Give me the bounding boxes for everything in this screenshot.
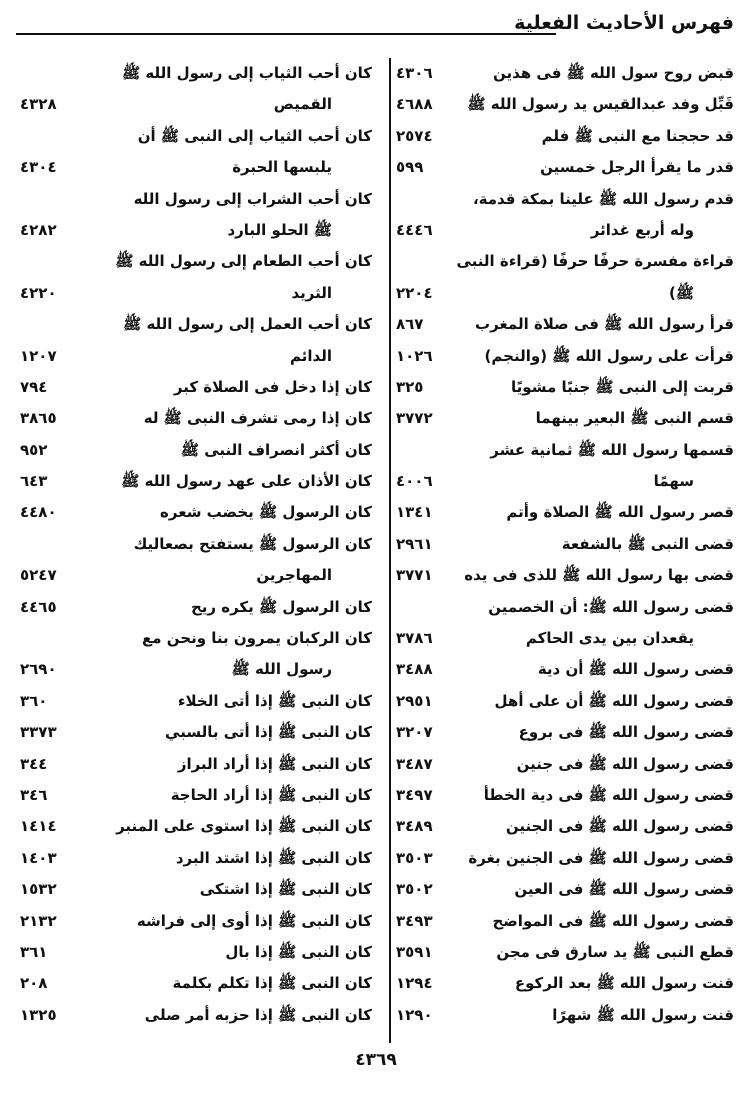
index-entry — [16, 246, 372, 277]
hadith-number: ٤٠٠٦ — [396, 472, 433, 491]
hadith-number: ٤٦٨٨ — [396, 95, 433, 114]
index-entry — [16, 717, 372, 748]
index-entry — [16, 403, 372, 434]
index-entry — [392, 749, 734, 780]
entry-text: قضى رسول الله ﷺ فى المواضح — [492, 911, 734, 930]
hadith-number: ٥٢٤٧ — [20, 566, 57, 585]
index-entry — [16, 435, 372, 466]
index-entry — [392, 341, 734, 372]
index-entry — [392, 811, 734, 842]
entry-text: كان الرسول ﷺ يستفتح بصعاليك — [133, 534, 372, 553]
hadith-number: ١٣٤١ — [396, 503, 433, 522]
index-entry — [16, 1000, 372, 1031]
entry-text: كان النبى ﷺ إذا أراد البراز — [177, 754, 372, 773]
entry-text: قدم رسول الله ﷺ علينا بمكة قدمة، — [472, 189, 734, 208]
hadith-number: ٤٣٠٦ — [396, 64, 433, 82]
hadith-number: ٣٦١ — [20, 942, 48, 961]
entry-text: كان أحب الثياب إلى النبى ﷺ أن — [137, 126, 372, 145]
hadith-number: ٣٢٥ — [396, 377, 424, 396]
hadith-number: ٥٩٩ — [396, 158, 424, 177]
hadith-number: ٢١٣٢ — [20, 911, 57, 930]
hadith-number: ٣٤٤ — [20, 754, 48, 773]
entry-text: قرأ رسول الله ﷺ فى صلاة المغرب — [475, 315, 734, 334]
entry-text: كان أحب الثياب إلى رسول الله ﷺ — [122, 64, 372, 82]
index-entry — [392, 968, 734, 999]
hadith-number: ٣٧٧٢ — [396, 409, 433, 428]
index-entry — [16, 686, 372, 717]
entry-text: قَبِّل وفد عبدالقيس يد رسول الله ﷺ — [467, 95, 734, 114]
index-entry — [392, 874, 734, 905]
entry-text: قضى رسول الله ﷺ فى جنين — [516, 754, 734, 773]
index-entry — [16, 341, 372, 372]
entry-text: كان أكثر انصراف النبى ﷺ — [180, 440, 372, 459]
entry-text: القميص — [273, 95, 332, 114]
hadith-number: ١٤١٤ — [20, 817, 57, 836]
index-entry — [392, 623, 734, 654]
hadith-number: ٢٥٧٤ — [396, 126, 433, 145]
hadith-number: ٣٦٠ — [20, 691, 48, 710]
hadith-number: ٤٤٨٠ — [20, 503, 57, 522]
index-entry — [392, 686, 734, 717]
hadith-number: ٧٩٤ — [20, 377, 48, 396]
index-entry — [16, 623, 372, 654]
entry-text: ﷺ) — [669, 283, 694, 302]
right-column — [392, 58, 734, 1024]
header-title: فهرس الأحاديث الفعلية — [514, 12, 734, 34]
index-entry — [16, 874, 372, 905]
hadith-number: ٣٤٨٧ — [396, 754, 433, 773]
entry-text: قطع النبى ﷺ يد سارق فى مجن — [496, 942, 734, 961]
entry-text: قضى رسول الله ﷺ فى دية الخطأ — [483, 785, 734, 804]
index-entry — [16, 560, 372, 591]
index-entry — [392, 717, 734, 748]
hadith-number: ١٤٠٣ — [20, 848, 57, 867]
index-entry — [392, 152, 734, 183]
hadith-number: ٣٧٧١ — [396, 566, 433, 585]
index-entry — [16, 529, 372, 560]
entry-text: قسم النبى ﷺ البعير بينهما — [535, 409, 734, 428]
entry-text: قد حججنا مع النبى ﷺ فلم — [541, 126, 734, 145]
index-entry — [392, 121, 734, 152]
entry-text: يقعدان بين يدى الحاكم — [525, 629, 694, 648]
hadith-number: ٤٤٤٦ — [396, 220, 433, 239]
index-entry — [16, 906, 372, 937]
entry-text: قضى رسول الله ﷺ: أن الخصمين — [488, 597, 734, 616]
hadith-number: ٢٩٥١ — [396, 691, 433, 710]
entry-text: كان النبى ﷺ إذا تكلم بكلمة — [172, 974, 372, 993]
entry-text: كان النبى ﷺ إذا أتى الخلاء — [177, 691, 372, 710]
entry-text: قربت إلى النبى ﷺ جنبًا مشويًا — [511, 377, 734, 396]
index-entry — [16, 592, 372, 623]
page-number: ٤٣٦٩ — [355, 1050, 397, 1070]
index-entry — [16, 968, 372, 999]
index-entry — [392, 780, 734, 811]
index-entry — [392, 654, 734, 685]
running-header — [16, 10, 734, 46]
entry-text: قنت رسول الله ﷺ شهرًا — [552, 1005, 734, 1024]
entry-text: المهاجرين — [256, 566, 332, 585]
entry-text: يلبسها الحبرة — [232, 158, 332, 177]
left-column — [16, 58, 372, 1024]
entry-text: قنت رسول الله ﷺ بعد الركوع — [514, 974, 734, 993]
index-entry — [392, 529, 734, 560]
index-entry — [392, 403, 734, 434]
hadith-number: ١٢٠٧ — [20, 346, 57, 365]
entry-text: كان إذا دخل فى الصلاة كبر — [173, 377, 372, 396]
entry-text: كان النبى ﷺ إذا اشتكى — [199, 880, 372, 899]
index-entry — [392, 309, 734, 340]
index-entry — [392, 497, 734, 528]
entry-text: كان الركبان يمرون بنا ونحن مع — [142, 629, 372, 648]
index-entry — [392, 592, 734, 623]
entry-text: قراءة مفسرة حرفًا حرفًا (قراءة النبى — [456, 252, 734, 271]
hadith-number: ٣٣٧٣ — [20, 723, 57, 742]
hadith-number: ٤٢٢٠ — [20, 283, 57, 302]
index-entry — [392, 466, 734, 497]
entry-text: قسمها رسول الله ﷺ ثمانية عشر — [490, 440, 734, 459]
hadith-number: ٢٩٦١ — [396, 534, 433, 553]
index-entry — [392, 184, 734, 215]
index-entry — [16, 937, 372, 968]
index-entry — [16, 215, 372, 246]
hadith-number: ٦٤٣ — [20, 472, 48, 491]
hadith-number: ٢٦٩٠ — [20, 660, 57, 679]
index-entry — [392, 89, 734, 120]
entry-text: سهمًا — [653, 472, 694, 491]
hadith-number: ٣٥٩١ — [396, 942, 433, 961]
entry-text: كان الأذان على عهد رسول الله ﷺ — [121, 472, 372, 491]
index-entry — [392, 843, 734, 874]
index-entry — [16, 466, 372, 497]
index-entry — [392, 435, 734, 466]
index-entry — [16, 843, 372, 874]
hadith-number: ٣٤٨٨ — [396, 660, 433, 679]
index-entry — [16, 780, 372, 811]
entry-text: وله أربع غدائر — [590, 220, 694, 239]
entry-text: كان النبى ﷺ إذا حزبه أمر صلى — [144, 1005, 372, 1024]
index-entry — [16, 497, 372, 528]
entry-text: كان النبى ﷺ إذا استوى على المنبر — [116, 817, 372, 836]
hadith-number: ٢٠٨ — [20, 974, 48, 993]
entry-text: كان أحب الطعام إلى رسول الله ﷺ — [115, 252, 372, 271]
index-entry — [16, 121, 372, 152]
entry-text: كان أحب العمل إلى رسول الله ﷺ — [123, 315, 372, 334]
hadith-number: ٣٤٦ — [20, 785, 48, 804]
index-entry — [392, 58, 734, 89]
entry-text: قضى رسول الله ﷺ فى العين — [514, 880, 734, 899]
entry-text: كان النبى ﷺ إذا أوى إلى فراشه — [136, 911, 372, 930]
index-entry — [16, 184, 372, 215]
index-entry — [392, 906, 734, 937]
entry-text: قرأت على رسول الله ﷺ (والنجم) — [484, 346, 734, 365]
hadith-number: ١٢٩٤ — [396, 974, 433, 993]
index-entry — [16, 58, 372, 89]
entry-text: قبض روح سول الله ﷺ فى هذين — [493, 64, 734, 82]
column-divider — [389, 58, 391, 1043]
hadith-number: ٣٤٨٩ — [396, 817, 433, 836]
index-entry — [392, 560, 734, 591]
index-entry — [16, 89, 372, 120]
entry-text: الثريد — [291, 283, 332, 302]
index-entry — [16, 749, 372, 780]
hadith-number: ٣٤٩٣ — [396, 911, 433, 930]
hadith-number: ٣٢٠٧ — [396, 723, 433, 742]
hadith-number: ٤٣٢٨ — [20, 95, 57, 114]
index-entry — [392, 215, 734, 246]
entry-text: قصر رسول الله ﷺ الصلاة وأتم — [506, 503, 734, 522]
entry-text: قضى بها رسول الله ﷺ للذى فى يده — [464, 566, 734, 585]
hadith-number: ٢٢٠٤ — [396, 283, 433, 302]
entry-text: قضى النبى ﷺ بالشفعة — [561, 534, 734, 553]
hadith-number: ٣٥٠٢ — [396, 880, 433, 899]
entry-text: قدر ما يقرأ الرجل خمسين — [540, 158, 734, 177]
hadith-number: ١٥٣٢ — [20, 880, 57, 899]
hadith-number: ٣٥٠٣ — [396, 848, 433, 867]
entry-text: كان الرسول ﷺ يكره ريح — [190, 597, 372, 616]
hadith-number: ١٢٩٠ — [396, 1005, 433, 1024]
entry-text: كان إذا رمى تشرف النبى ﷺ له — [143, 409, 372, 428]
hadith-number: ١٠٢٦ — [396, 346, 433, 365]
hadith-number: ٣٧٨٦ — [396, 629, 433, 648]
header-rule — [16, 33, 556, 35]
entry-text: قضى رسول الله ﷺ فى بروع — [518, 723, 734, 742]
hadith-number: ٨٦٧ — [396, 315, 424, 334]
index-entry — [392, 372, 734, 403]
entry-text: كان الرسول ﷺ يخضب شعره — [160, 503, 372, 522]
entry-text: كان النبى ﷺ إذا بال — [225, 942, 372, 961]
entry-text: كان أحب الشراب إلى رسول الله — [133, 189, 372, 208]
index-entry — [16, 811, 372, 842]
hadith-number: ٩٥٢ — [20, 440, 48, 459]
index-entry — [392, 278, 734, 309]
hadith-number: ٤٣٠٤ — [20, 158, 57, 177]
hadith-number: ٤٤٦٥ — [20, 597, 57, 616]
hadith-number: ٣٨٦٥ — [20, 409, 57, 428]
entry-text: قضى رسول الله ﷺ أن على أهل — [494, 691, 734, 710]
index-entry — [16, 278, 372, 309]
entry-text: كان النبى ﷺ إذا اشتد البرد — [175, 848, 372, 867]
hadith-number: ٣٤٩٧ — [396, 785, 433, 804]
entry-text: قضى رسول الله ﷺ أن دية — [537, 660, 734, 679]
index-entry — [16, 152, 372, 183]
index-entry — [16, 309, 372, 340]
index-entry — [392, 246, 734, 277]
entry-text: كان النبى ﷺ إذا أراد الحاجة — [170, 785, 372, 804]
hadith-number: ١٣٢٥ — [20, 1005, 57, 1024]
index-entry — [392, 1000, 734, 1031]
entry-text: قضى رسول الله ﷺ فى الجنين بغرة — [468, 848, 734, 867]
index-entry — [16, 372, 372, 403]
entry-text: الدائم — [290, 346, 332, 365]
index-entry — [16, 654, 372, 685]
index-entry — [392, 937, 734, 968]
entry-text: ﷺ الحلو البارد — [227, 220, 332, 239]
hadith-number: ٤٢٨٢ — [20, 220, 57, 239]
entry-text: قضى رسول الله ﷺ فى الجنين — [505, 817, 734, 836]
entry-text: كان النبى ﷺ إذا أتى بالسبي — [165, 723, 372, 742]
entry-text: رسول الله ﷺ — [231, 660, 332, 679]
